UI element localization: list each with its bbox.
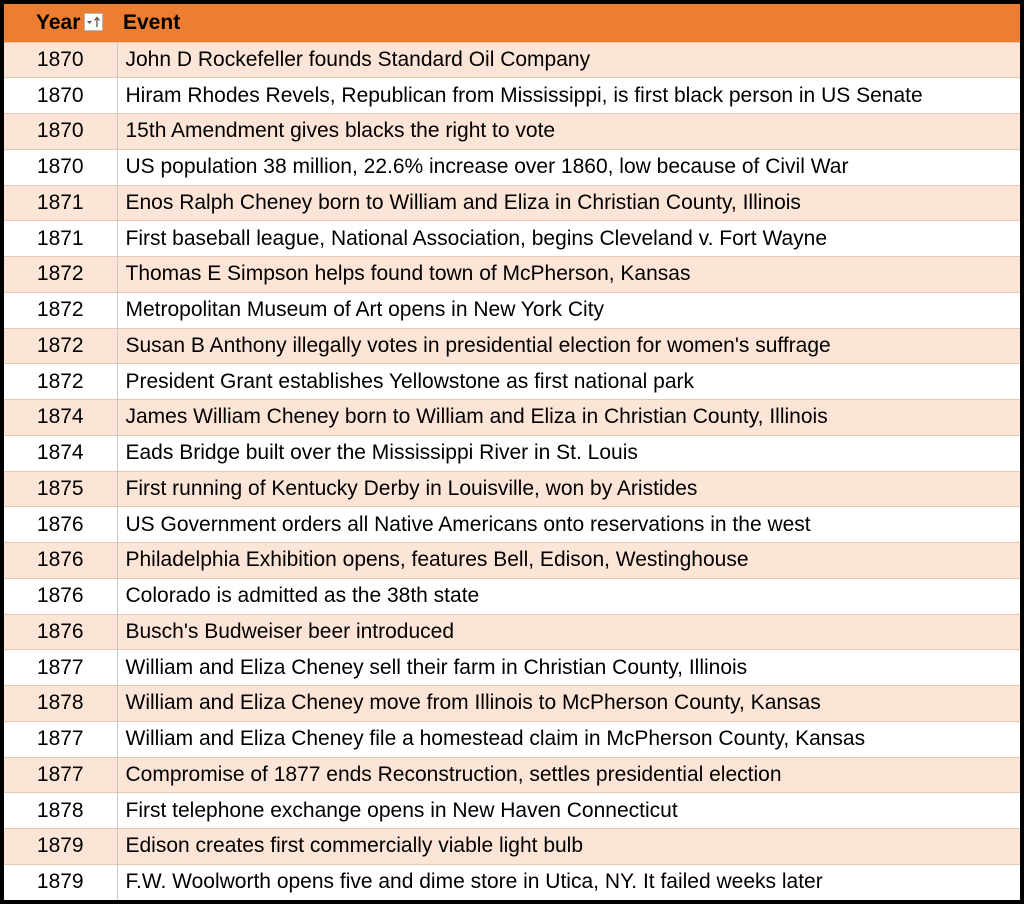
year-cell[interactable]: 1872 [4, 257, 117, 293]
year-cell[interactable]: 1876 [4, 543, 117, 579]
year-header-label: Year [36, 10, 81, 34]
year-cell[interactable]: 1876 [4, 578, 117, 614]
event-cell[interactable]: Philadelphia Exhibition opens, features Bell, Edison, Westinghouse [117, 543, 1020, 579]
year-cell[interactable]: 1875 [4, 471, 117, 507]
year-cell[interactable]: 1877 [4, 650, 117, 686]
year-cell[interactable]: 1871 [4, 221, 117, 257]
table-body [4, 42, 1020, 900]
table-row [4, 114, 1020, 150]
table-row [4, 400, 1020, 436]
table-row [4, 793, 1020, 829]
event-cell[interactable]: James William Cheney born to William and Eliza in Christian County, Illinois [117, 400, 1020, 436]
table-row [4, 435, 1020, 471]
year-cell[interactable]: 1872 [4, 364, 117, 400]
table-row [4, 78, 1020, 114]
table-row [4, 42, 1020, 78]
event-cell[interactable]: F.W. Woolworth opens five and dime store in Utica, NY. It failed weeks later [117, 864, 1020, 900]
header-row [4, 4, 1020, 42]
event-cell[interactable]: Metropolitan Museum of Art opens in New York City [117, 292, 1020, 328]
event-cell[interactable]: William and Eliza Cheney move from Illinois to McPherson County, Kansas [117, 686, 1020, 722]
table-row [4, 543, 1020, 579]
table-row [4, 650, 1020, 686]
event-cell[interactable]: Edison creates first commercially viable light bulb [117, 829, 1020, 865]
event-cell[interactable]: 15th Amendment gives blacks the right to vote [117, 114, 1020, 150]
year-cell[interactable]: 1876 [4, 614, 117, 650]
table-row [4, 328, 1020, 364]
event-cell[interactable]: President Grant establishes Yellowstone as first national park [117, 364, 1020, 400]
event-cell[interactable]: Hiram Rhodes Revels, Republican from Mississippi, is first black person in US Senate [117, 78, 1020, 114]
event-cell[interactable]: Eads Bridge built over the Mississippi River in St. Louis [117, 435, 1020, 471]
year-cell[interactable]: 1878 [4, 793, 117, 829]
event-cell[interactable]: First running of Kentucky Derby in Louisville, won by Aristides [117, 471, 1020, 507]
event-cell[interactable]: Colorado is admitted as the 38th state [117, 578, 1020, 614]
table-row [4, 864, 1020, 900]
table-row [4, 185, 1020, 221]
table-row [4, 829, 1020, 865]
table-row [4, 471, 1020, 507]
year-cell[interactable]: 1876 [4, 507, 117, 543]
table-row [4, 686, 1020, 722]
event-cell[interactable]: First telephone exchange opens in New Haven Connecticut [117, 793, 1020, 829]
event-header-label: Event [123, 10, 181, 34]
year-column-header[interactable] [4, 4, 117, 42]
event-cell[interactable]: US population 38 million, 22.6% increase over 1860, low because of Civil War [117, 149, 1020, 185]
event-cell[interactable]: US Government orders all Native Americans onto reservations in the west [117, 507, 1020, 543]
table-row [4, 721, 1020, 757]
year-cell[interactable]: 1878 [4, 686, 117, 722]
table-row [4, 364, 1020, 400]
year-cell[interactable]: 1870 [4, 42, 117, 78]
event-cell[interactable]: Enos Ralph Cheney born to William and Eliza in Christian County, Illinois [117, 185, 1020, 221]
year-cell[interactable]: 1877 [4, 757, 117, 793]
event-cell[interactable]: Compromise of 1877 ends Reconstruction, settles presidential election [117, 757, 1020, 793]
event-cell[interactable]: First baseball league, National Association, begins Cleveland v. Fort Wayne [117, 221, 1020, 257]
sort-filter-icon[interactable] [84, 13, 103, 31]
timeline-table [4, 4, 1020, 900]
year-cell[interactable]: 1870 [4, 149, 117, 185]
year-cell[interactable]: 1877 [4, 721, 117, 757]
year-cell[interactable]: 1879 [4, 829, 117, 865]
event-cell[interactable]: William and Eliza Cheney file a homestead claim in McPherson County, Kansas [117, 721, 1020, 757]
year-cell[interactable]: 1872 [4, 292, 117, 328]
year-cell[interactable]: 1874 [4, 400, 117, 436]
event-cell[interactable]: William and Eliza Cheney sell their farm in Christian County, Illinois [117, 650, 1020, 686]
table-row [4, 757, 1020, 793]
table-row [4, 578, 1020, 614]
year-cell[interactable]: 1872 [4, 328, 117, 364]
table-row [4, 257, 1020, 293]
year-cell[interactable]: 1871 [4, 185, 117, 221]
table-row [4, 221, 1020, 257]
event-cell[interactable]: Thomas E Simpson helps found town of McPherson, Kansas [117, 257, 1020, 293]
year-cell[interactable]: 1874 [4, 435, 117, 471]
table-row [4, 149, 1020, 185]
event-cell[interactable]: John D Rockefeller founds Standard Oil Company [117, 42, 1020, 78]
table-row [4, 507, 1020, 543]
table-row [4, 292, 1020, 328]
table-row [4, 614, 1020, 650]
year-cell[interactable]: 1870 [4, 114, 117, 150]
event-cell[interactable]: Busch's Budweiser beer introduced [117, 614, 1020, 650]
year-cell[interactable]: 1879 [4, 864, 117, 900]
event-column-header[interactable] [117, 4, 1020, 42]
year-cell[interactable]: 1870 [4, 78, 117, 114]
event-cell[interactable]: Susan B Anthony illegally votes in presidential election for women's suffrage [117, 328, 1020, 364]
